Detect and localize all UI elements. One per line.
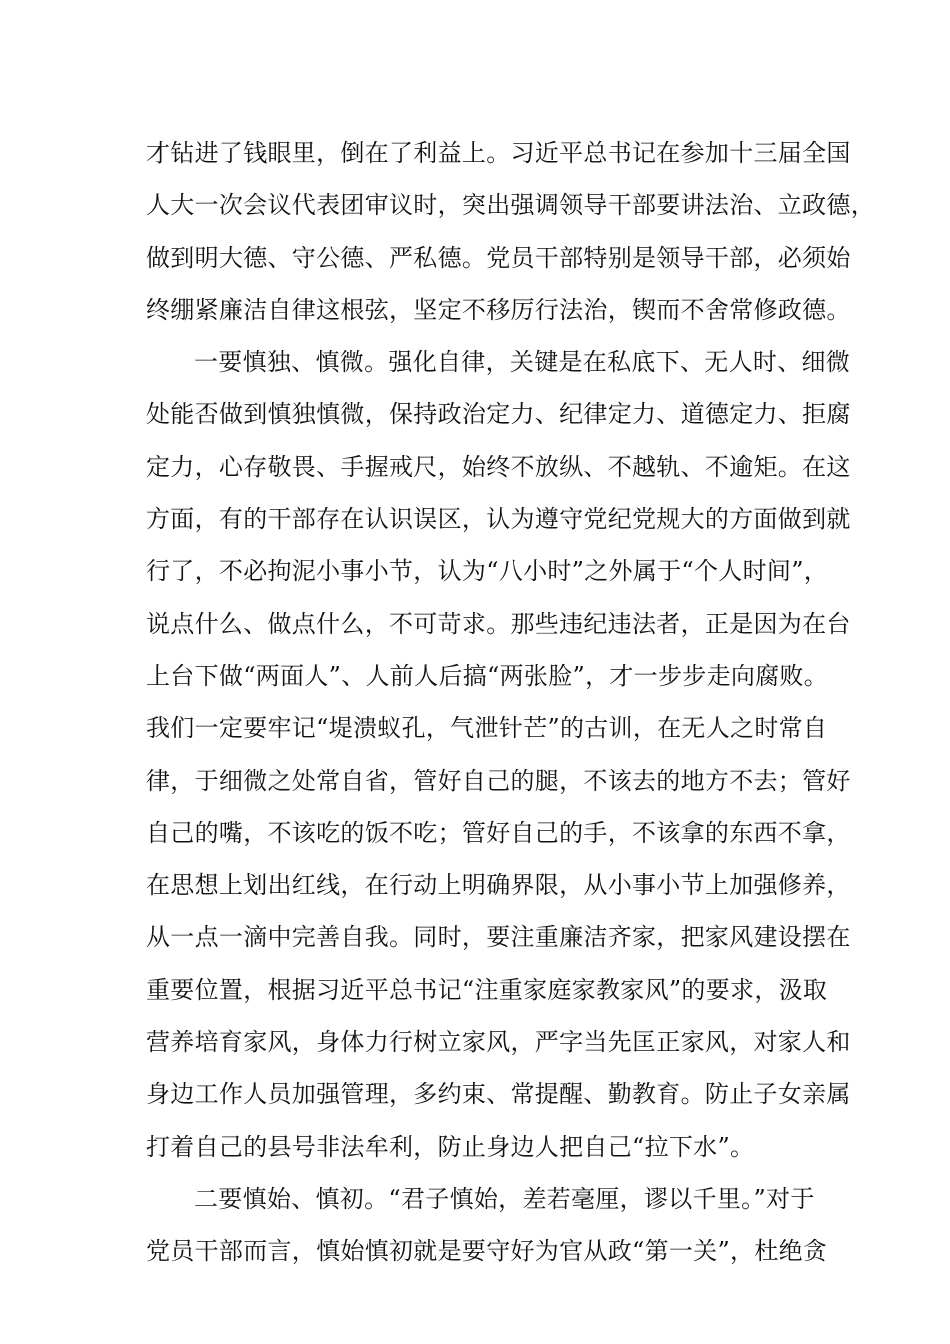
text-line: 打着自己的县号非法牟利，防止身边人把自己“拉下水”。 (146, 1132, 755, 1161)
text-line: 重要位置，根据习近平总书记“注重家庭家教家风”的要求，汲取 (146, 975, 828, 1004)
text-line: 一要慎独、慎微。强化自律，关键是在私底下、无人时、细微 (194, 348, 851, 377)
body-text (146, 127, 875, 1278)
text-line: 上台下做“两面人”、人前人后搞“两张脸”，才一步步走向腐败。 (146, 661, 829, 690)
text-line: 说点什么、做点什么，不可苛求。那些违纪违法者，正是因为在台 (146, 609, 851, 638)
text-line: 做到明大德、守公德、严私德。党员干部特别是领导干部，必须始 (146, 243, 851, 272)
text-line: 党员干部而言，慎始慎初就是要守好为官从政“第一关”，杜绝贪 (146, 1237, 828, 1266)
text-line: 定力，心存敬畏、手握戒尺，始终不放纵、不越轨、不逾矩。在这 (146, 452, 851, 481)
text-line: 人大一次会议代表团审议时，突出强调领导干部要讲法治、立政德， (146, 191, 875, 220)
text-line: 处能否做到慎独慎微，保持政治定力、纪律定力、道德定力、拒腐 (146, 400, 851, 429)
text-line: 行了，不必拘泥小事小节，认为“八小时”之外属于“个人时间”， (146, 557, 829, 586)
text-line: 律，于细微之处常自省，管好自己的腿，不该去的地方不去；管好 (146, 766, 851, 795)
text-line: 才钻进了钱眼里，倒在了利益上。习近平总书记在参加十三届全国 (146, 139, 851, 167)
text-line: 方面，有的干部存在认识误区，认为遵守党纪党规大的方面做到就 (146, 505, 851, 534)
text-line: 从一点一滴中完善自我。同时，要注重廉洁齐家，把家风建设摆在 (146, 923, 851, 952)
text-line: 终绷紧廉洁自律这根弦，坚定不移厉行法治，锲而不舍常修政德。 (146, 295, 851, 324)
text-line: 我们一定要牢记“堤溃蚁孔，气泄针芒”的古训，在无人之时常自 (146, 714, 828, 743)
text-line: 二要慎始、慎初。“君子慎始，差若毫厘，谬以千里。”对于 (194, 1184, 815, 1213)
text-line: 身边工作人员加强管理，多约束、常提醒、勤教育。防止子女亲属 (146, 1080, 851, 1109)
text-line: 自己的嘴，不该吃的饭不吃；管好自己的手，不该拿的东西不拿， (146, 818, 851, 847)
text-line: 营养培育家风，身体力行树立家风，严字当先匡正家风，对家人和 (146, 1028, 851, 1057)
text-line: 在思想上划出红线，在行动上明确界限，从小事小节上加强修养， (146, 871, 851, 900)
